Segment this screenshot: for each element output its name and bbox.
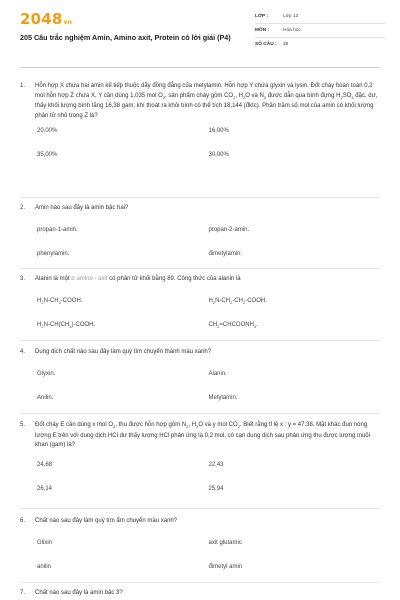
answer-option[interactable]: 30,00% (208, 152, 229, 159)
question-text: Đốt cháy E cần dùng x mol $O_2$, thu được hỗn hợp gồm $N_2$, $H_2O$ và y mol $CO_2$. Biết rằng tỉ lệ x : y = 47:38. Mặt khác đun nóng lượng E trên với dung dịch HCl dư thấy lượng HCl phản ứng là 0,2 mol, cô cạn dung dịch sau phản ứng thu được lượng muối khan (gam) là? (35, 422, 370, 449)
question-divider (20, 340, 380, 341)
answer-option[interactable]: Anilin. (37, 394, 54, 401)
answer-option[interactable]: $H_2N-CH_2$-COOH. (37, 297, 83, 305)
question-divider (20, 413, 380, 414)
question-number: 5. (20, 422, 26, 428)
question-3 (20, 275, 380, 345)
answer-option[interactable]: Glyxin. (37, 370, 56, 377)
question-5 (20, 421, 380, 509)
question-4 (20, 348, 380, 418)
site-logo[interactable] (20, 10, 72, 28)
answer-option[interactable]: đimetylamin. (208, 250, 243, 257)
question-number: 6. (20, 518, 26, 524)
answer-options (37, 297, 380, 345)
logo-suffix: vn (63, 19, 73, 26)
question-text: Chất nào sau đây là amin bậc 3? (35, 590, 123, 596)
answer-options (37, 461, 380, 509)
question-number: 7. (20, 590, 26, 596)
question-number: 4. (20, 349, 26, 355)
question-text: Alanin là một α amino - axit có phân tử khối bằng 89. Công thức của alanin là (35, 276, 241, 282)
question-divider (20, 268, 380, 269)
answer-option[interactable]: 35,00% (37, 152, 58, 159)
question-text: Hỗn hợp X chứa hai amin kế tiếp thuộc dãy đồng đẳng của metylamin. Hỗn hợp Y chứa glyxin và lysin. Đốt cháy hoàn toàn 0,2 mol hỗn hợp Z chứa X, Y cần dùng 1,035 mol $O_2$, sản phẩm cháy gồm $CO_2$, $H_2O$ và $N_2$ được dẫn qua bình đựng $H_2SO_4$ đặc, dư, thấy khối lượng bình tăng 16,38 gam; khí thoát ra khỏi bình có thể tích 18,144 (đktc). Phần trăm số mol của amin có khối lượng phân tử nhỏ trong Z là? (35, 83, 378, 119)
meta-row-class (255, 10, 385, 24)
answer-option[interactable]: propan-1-amin. (37, 226, 78, 233)
question-divider (20, 582, 380, 583)
meta-value: 35 (283, 42, 289, 47)
answer-option[interactable]: Glixin (37, 539, 53, 546)
answer-option[interactable]: 16,00% (208, 128, 229, 135)
question-6 (20, 517, 380, 587)
answer-option[interactable]: axit glutamic (208, 539, 242, 546)
answer-option[interactable]: 20,00% (37, 128, 58, 135)
meta-value: Lớp 12 (283, 14, 299, 19)
answer-option[interactable]: 22,43 (208, 461, 224, 468)
meta-row-subject (255, 24, 385, 38)
question-number: 2. (20, 205, 26, 211)
answer-option[interactable]: $H_2N-CH_2-CH_2$-COOH. (208, 297, 267, 305)
question-2 (20, 204, 380, 274)
greek-term: α amino - axit (71, 276, 108, 282)
meta-label: SỐ CÂU : (255, 42, 277, 47)
meta-value: Hóa học (283, 28, 301, 33)
question-divider (20, 508, 380, 509)
answer-option[interactable]: $CH_2=CHCOONH_4$. (208, 321, 258, 329)
header-divider (20, 67, 380, 68)
question-number: 1. (20, 83, 26, 89)
answer-options (37, 539, 380, 587)
answer-options (37, 370, 380, 418)
answer-option[interactable]: propan-2-amin. (208, 226, 250, 233)
answer-option[interactable]: 24,68 (37, 461, 53, 468)
answer-option[interactable]: $H_2N-CH(CH_3)$-COOH. (37, 321, 96, 329)
page-title: 205 Câu trắc nghiệm Amin, Amino axit, Protein có lời giải (P4) (20, 33, 231, 42)
answer-option[interactable]: đimetyl amin (208, 563, 243, 570)
answer-options (37, 226, 380, 274)
meta-label: MÔN : (255, 28, 270, 33)
question-divider (20, 197, 380, 198)
question-text: Amin nào sau đây là amin bậc hai? (35, 205, 129, 211)
meta-info (255, 10, 385, 51)
answer-option[interactable]: Metylamin. (208, 394, 238, 401)
answer-option[interactable]: phenylamin. (37, 250, 70, 257)
answer-option[interactable]: 25,94 (208, 485, 224, 492)
question-text: Chất nào sau đây làm quỳ tím ẩm chuyển màu xanh? (35, 518, 178, 524)
question-1 (20, 82, 380, 175)
logo-text: 2048 (20, 10, 63, 28)
question-number: 3. (20, 276, 26, 282)
question-7 (20, 589, 380, 599)
question-text: Dung dịch chất nào sau đây làm quỳ tím chuyển thành màu xanh? (35, 349, 212, 355)
answer-options (37, 127, 380, 175)
answer-option[interactable]: 26,14 (37, 485, 53, 492)
answer-option[interactable]: anilin (37, 563, 52, 570)
meta-label: LỚP : (255, 14, 269, 19)
meta-row-count (255, 38, 385, 51)
answer-option[interactable]: Alanin. (208, 370, 227, 377)
